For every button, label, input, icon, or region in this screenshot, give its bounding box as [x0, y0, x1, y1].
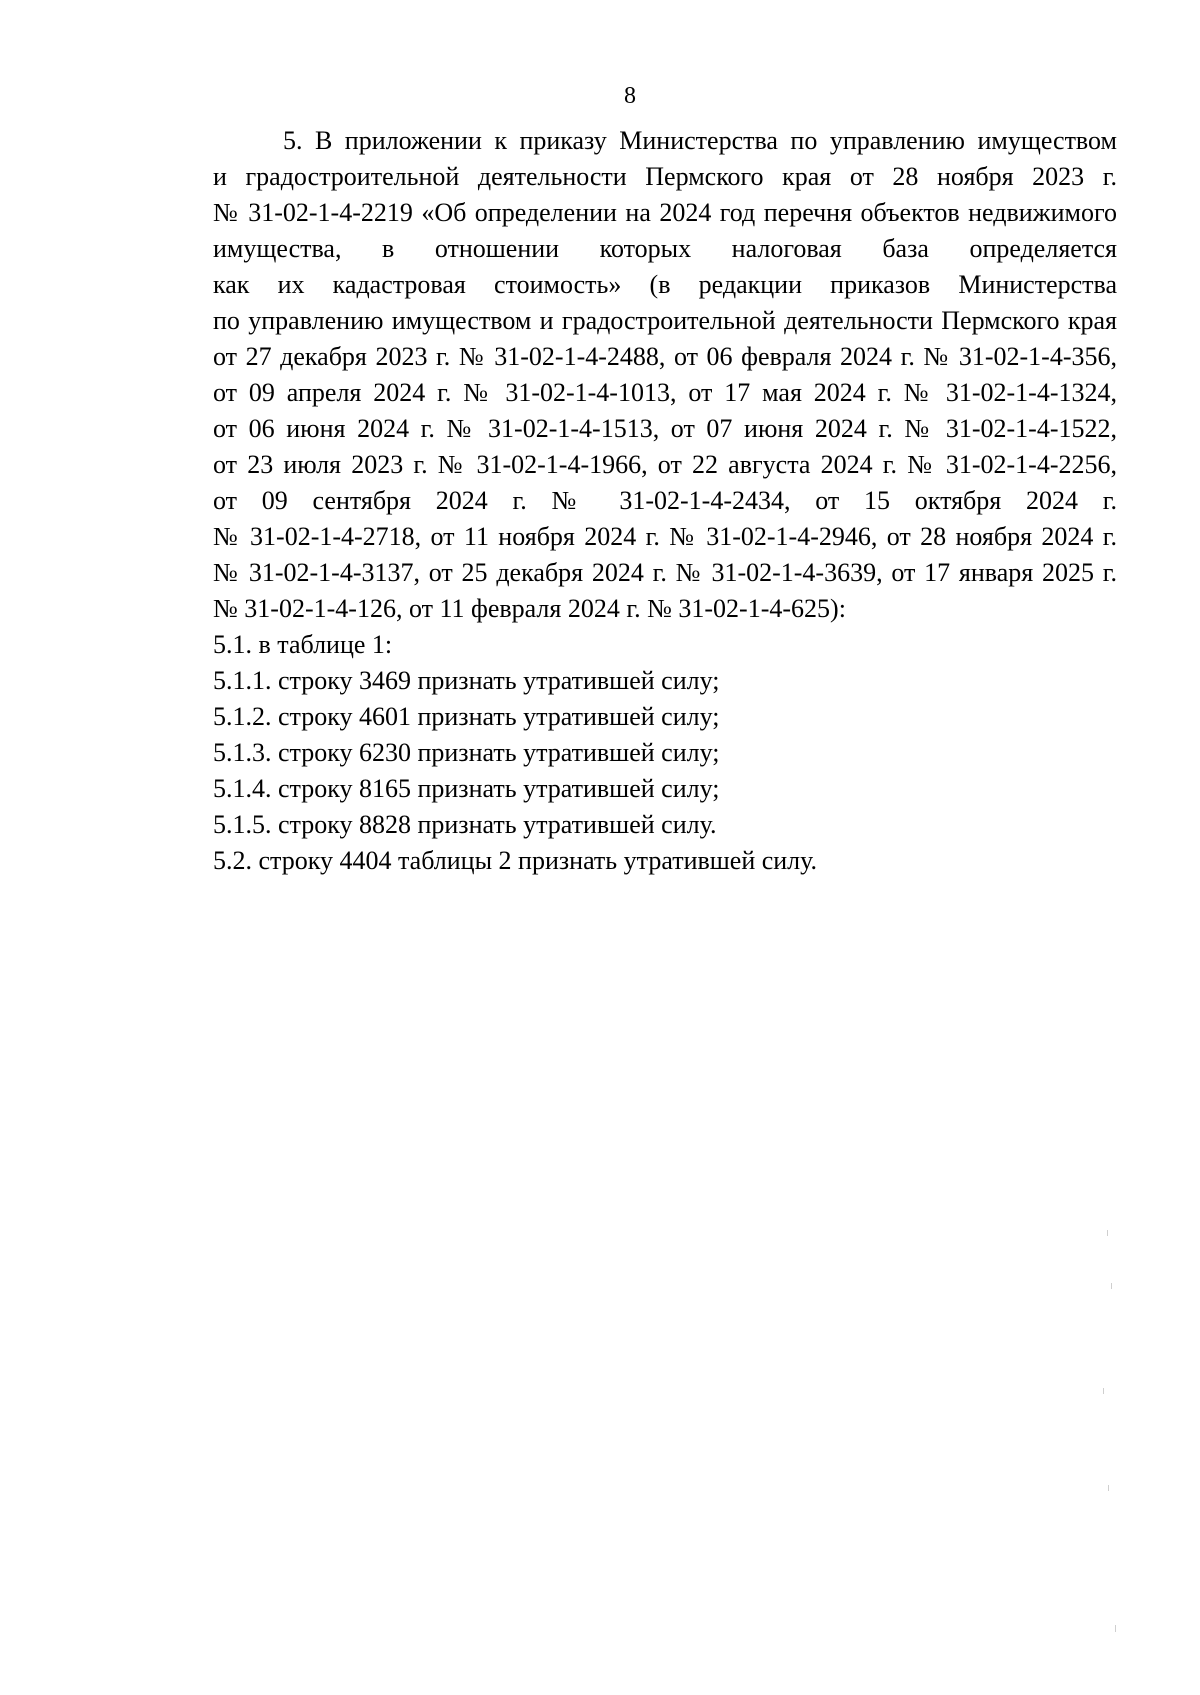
paragraph-line: № 31-02-1-4-126, от 11 февраля 2024 г. № 31-02-1-4-625): [213, 594, 846, 623]
item-5-1-5: 5.1.5. строку 8828 признать утратившей силу. [213, 810, 717, 839]
paragraph-line: от 23 июля 2023 г. № 31-02-1-4-1966, от 22 августа 2024 г. № 31-02-1-4-2256, [213, 450, 1117, 479]
paragraph-line: 5. В приложении к приказу Министерства по управлению имуществом [283, 126, 1117, 155]
scan-mark [1115, 1625, 1116, 1632]
paragraph-5 [143, 123, 1117, 627]
paragraph-line: имущества, в отношении которых налоговая база определяется [213, 234, 1117, 263]
paragraph-line: № 31-02-1-4-3137, от 25 декабря 2024 г. № 31-02-1-4-3639, от 17 января 2025 г. [213, 558, 1117, 587]
paragraph-line: от 06 июня 2024 г. № 31-02-1-4-1513, от 07 июня 2024 г. № 31-02-1-4-1522, [213, 414, 1117, 443]
item-5-1-2: 5.1.2. строку 4601 признать утратившей силу; [213, 702, 720, 731]
paragraph-line: от 09 сентября 2024 г. № 31-02-1-4-2434, от 15 октября 2024 г. [213, 486, 1117, 515]
item-5-2: 5.2. строку 4404 таблицы 2 признать утратившей силу. [213, 846, 818, 875]
scan-mark [1107, 1230, 1108, 1236]
paragraph-line: № 31-02-1-4-2219 «Об определении на 2024 год перечня объектов недвижимого [213, 198, 1117, 227]
scan-mark [1108, 1485, 1109, 1491]
scan-mark [1111, 1283, 1112, 1289]
paragraph-line: № 31-02-1-4-2718, от 11 ноября 2024 г. № 31-02-1-4-2946, от 28 ноября 2024 г. [213, 522, 1117, 551]
paragraph-line: от 27 декабря 2023 г. № 31-02-1-4-2488, от 06 февраля 2024 г. № 31-02-1-4-356, [213, 342, 1117, 371]
paragraph-line: по управлению имуществом и градостроительной деятельности Пермского края [213, 306, 1117, 335]
item-5-1-3: 5.1.3. строку 6230 признать утратившей силу; [213, 738, 720, 767]
item-5-1-4: 5.1.4. строку 8165 признать утратившей силу; [213, 774, 720, 803]
item-5-1: 5.1. в таблице 1: [213, 630, 393, 659]
document-body [143, 123, 1117, 879]
scan-mark [1103, 1388, 1104, 1394]
paragraph-line: как их кадастровая стоимость» (в редакции приказов Министерства [213, 270, 1117, 299]
page-number: 8 [624, 83, 636, 109]
paragraph-line: от 09 апреля 2024 г. № 31-02-1-4-1013, от 17 мая 2024 г. № 31-02-1-4-1324, [213, 378, 1117, 407]
item-5-1-1: 5.1.1. строку 3469 признать утратившей силу; [213, 666, 720, 695]
paragraph-line: и градостроительной деятельности Пермского края от 28 ноября 2023 г. [213, 162, 1117, 191]
